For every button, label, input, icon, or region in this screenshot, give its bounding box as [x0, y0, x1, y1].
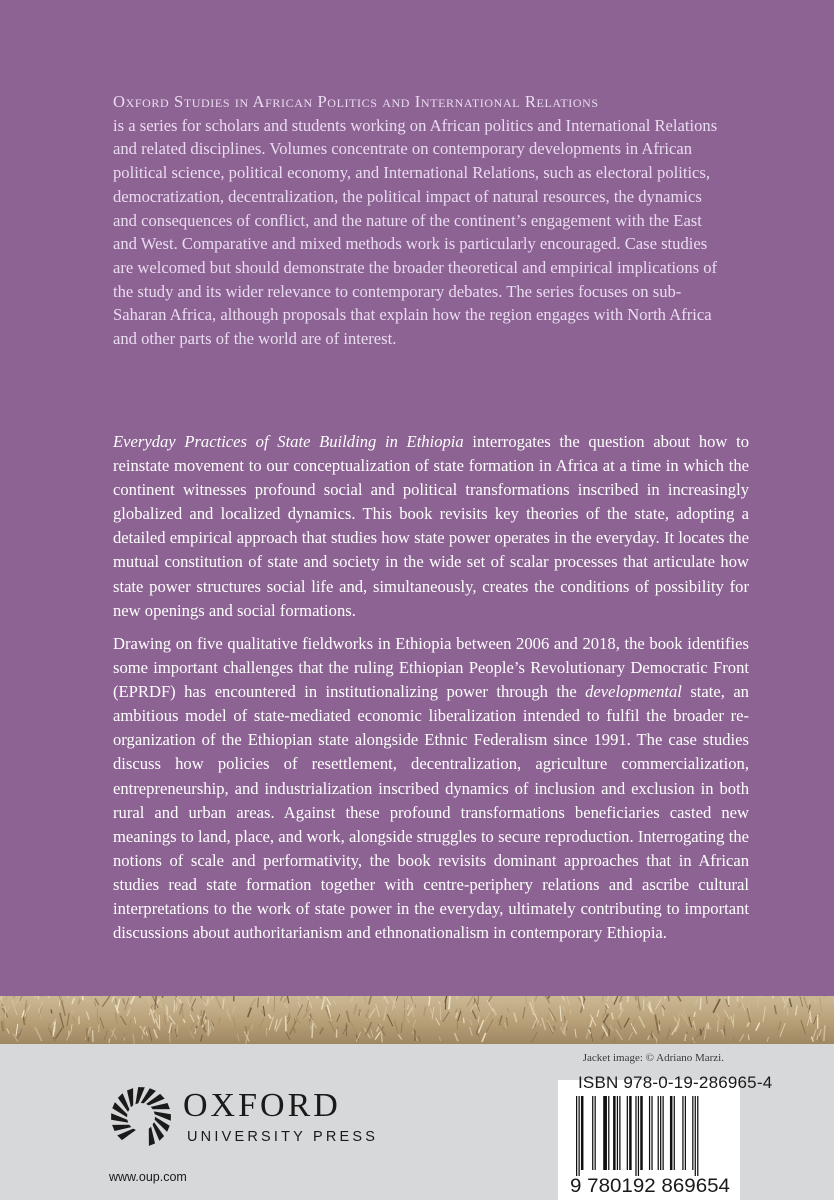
- series-name: Oxford Studies in African Politics and International Relations: [113, 92, 599, 111]
- isbn-label: ISBN 978-0-19-286965-4: [578, 1073, 773, 1092]
- blurb-emphasis: developmental: [585, 682, 682, 702]
- publisher-website: www.oup.com: [109, 1170, 187, 1184]
- isbn-barcode: [570, 1096, 734, 1198]
- dry-grass-field-image: [0, 996, 834, 1044]
- book-title: Everyday Practices of State Building in Ethiopia: [113, 432, 464, 451]
- blurb-paragraph-2-rest: state, an ambitious model of state-mediated economic liberalization intended to fulfil the broader re-organization of the Ethiopian state alongside Ethnic Federalism since 1991. The case studies discuss how policies of resettlement, decentralization, agriculture commercialization, entrepreneurship, and industrialization inscribed dynamics of inclusion and exclusion in both rural and urban areas. Against these profound transformations beneficiaries casted new meanings to land, place, and work, alongside struggles to secure reproduction. Interrogating the notions of scale and performativity, the book revisits dominant approaches that in African studies read state formation together with centre-periphery relations and ascribe cultural interpretations to the work of state power in the everyday, ultimately contributing to important discussions about authoritarianism and ethnonationalism in contemporary Ethiopia.: [113, 682, 749, 943]
- jacket-credit: Jacket image: © Adriano Marzi.: [582, 1052, 724, 1064]
- jacket-image-strip: [0, 996, 834, 1044]
- publisher-name: OXFORD: [183, 1087, 341, 1124]
- blurb-paragraph-1-text: interrogates the question about how to reinstate movement to our conceptualization of state formation in Africa at a time in which the continent witnesses profound social and political transformations inscribed in increasingly globalized and localized dynamics. This book revisits key theories of the state, adopting a detailed empirical approach that studies how state power operates in the everyday. It locates the mutual constitution of state and society in the wide set of scalar processes that articulate how state power structures social life and, simultaneously, creates the conditions of possibility for new openings and social formations.: [113, 432, 749, 620]
- oup-logo-icon: [108, 1084, 174, 1150]
- blurb-paragraph-1: [113, 430, 749, 623]
- barcode-digits: 9 780192 869654: [570, 1176, 731, 1197]
- series-description: [113, 90, 723, 351]
- publisher-press: UNIVERSITY PRESS: [187, 1129, 379, 1145]
- series-text: is a series for scholars and students working on African politics and International Relations and related disciplines. Volumes concentrate on contemporary developments in African political science, political economy, and International Relations, such as electoral politics, democratization, decentralization, the political impact of natural resources, the dynamics and consequences of conflict, and the nature of the continent’s engagement with the East and West. Comparative and mixed methods work is particularly encouraged. Case studies are welcomed but should demonstrate the broader theoretical and empirical implications of the study and its wider relevance to contemporary debates. The series focuses on sub-Saharan Africa, although proposals that explain how the region engages with North Africa and other parts of the world are of interest.: [113, 115, 718, 349]
- blurb-paragraph-2: [113, 632, 749, 945]
- blurb-paragraph-2-start: Drawing on five qualitative fieldworks in Ethiopia between 2006 and 2018, the book identifies some important challenges that the ruling Ethiopian People’s Revolutionary Democratic Front (EPRDF) has encountered in institutionalizing power through the: [113, 634, 749, 702]
